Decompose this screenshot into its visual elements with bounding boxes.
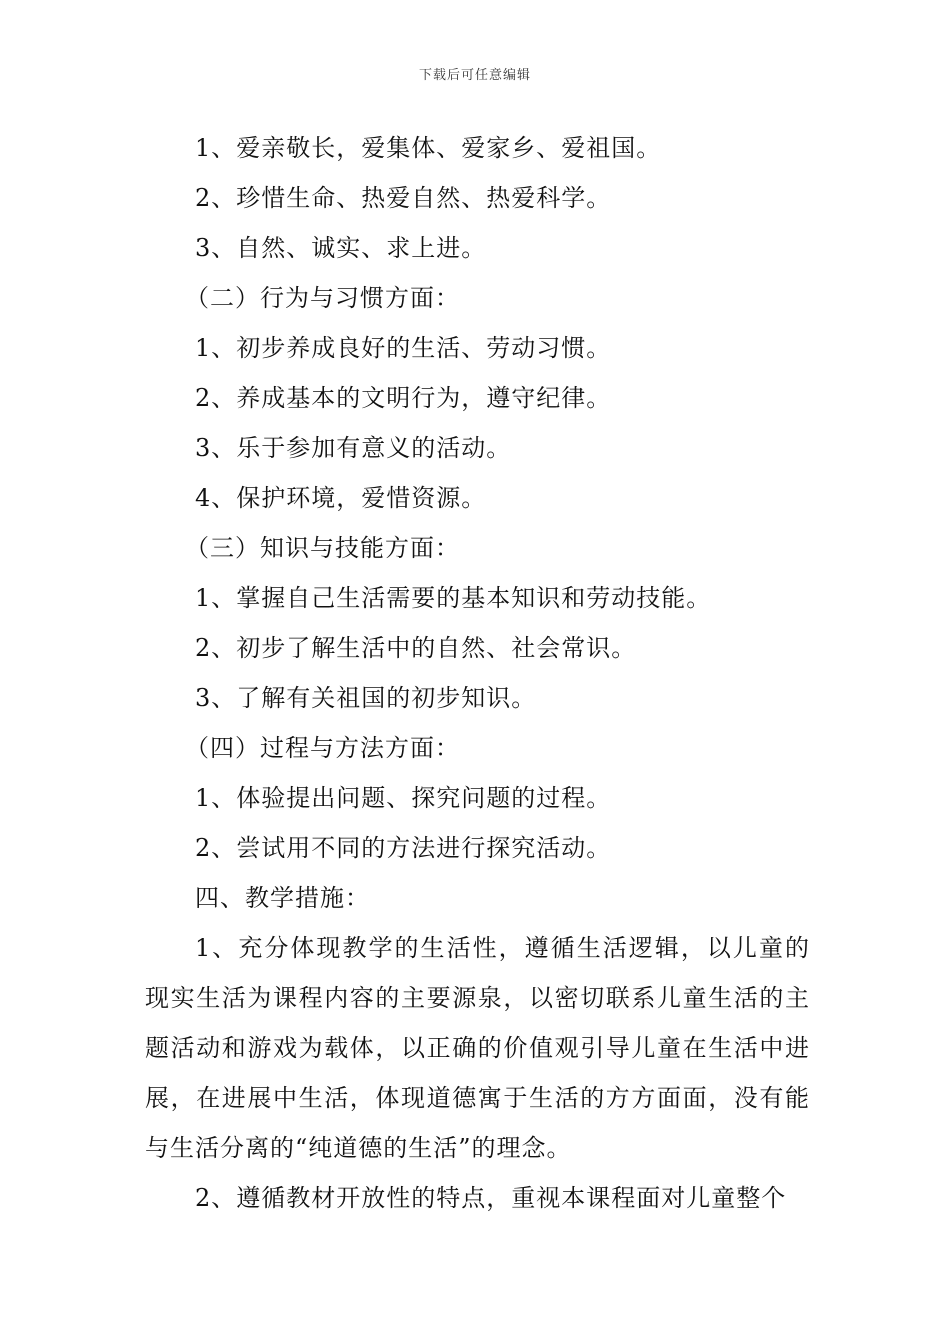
paragraph-life-oriented: 1、充分体现教学的生活性，遵循生活逻辑，以儿童的现实生活为课程内容的主要源泉，以密切联系儿童生活的主题活动和游戏为载体，以正确的价值观引导儿童在生活中进展，在进展中生活，体现道德寓于生活的方方面面，没有能与生活分离的“纯道德的生活”的理念。 [145,934,810,1162]
list-item-protect-environment: 4、保护环境，爱惜资源。 [195,484,487,512]
list-item-love-elders: 1、爱亲敬长，爱集体、爱家乡、爱祖国。 [195,134,662,162]
list-item-motherland-knowledge: 3、了解有关祖国的初步知识。 [195,684,537,712]
list-item-meaningful-activities: 3、乐于参加有意义的活动。 [195,434,512,462]
list-item-basic-knowledge: 1、掌握自己生活需要的基本知识和劳动技能。 [195,584,712,612]
section-heading-process: （四）过程与方法方面： [185,734,460,762]
paragraph-openness: 2、遵循教材开放性的特点，重视本课程面对儿童整个 [195,1184,787,1212]
section-heading-knowledge: （三）知识与技能方面： [185,534,460,562]
list-item-try-methods: 2、尝试用不同的方法进行探究活动。 [195,834,612,862]
list-item-civil-behavior: 2、养成基本的文明行为，遵守纪律。 [195,384,612,412]
list-item-common-sense: 2、初步了解生活中的自然、社会常识。 [195,634,637,662]
section-heading-teaching-measures: 四、教学措施： [195,884,370,912]
section-heading-behavior: （二）行为与习惯方面： [185,284,460,312]
list-item-cherish-life: 2、珍惜生命、热爱自然、热爱科学。 [195,184,612,212]
page-header: 下载后可任意编辑 [418,68,531,83]
list-item-honesty: 3、自然、诚实、求上进。 [195,234,487,262]
list-item-experience-questions: 1、体验提出问题、探究问题的过程。 [195,784,612,812]
list-item-living-habits: 1、初步养成良好的生活、劳动习惯。 [195,334,612,362]
